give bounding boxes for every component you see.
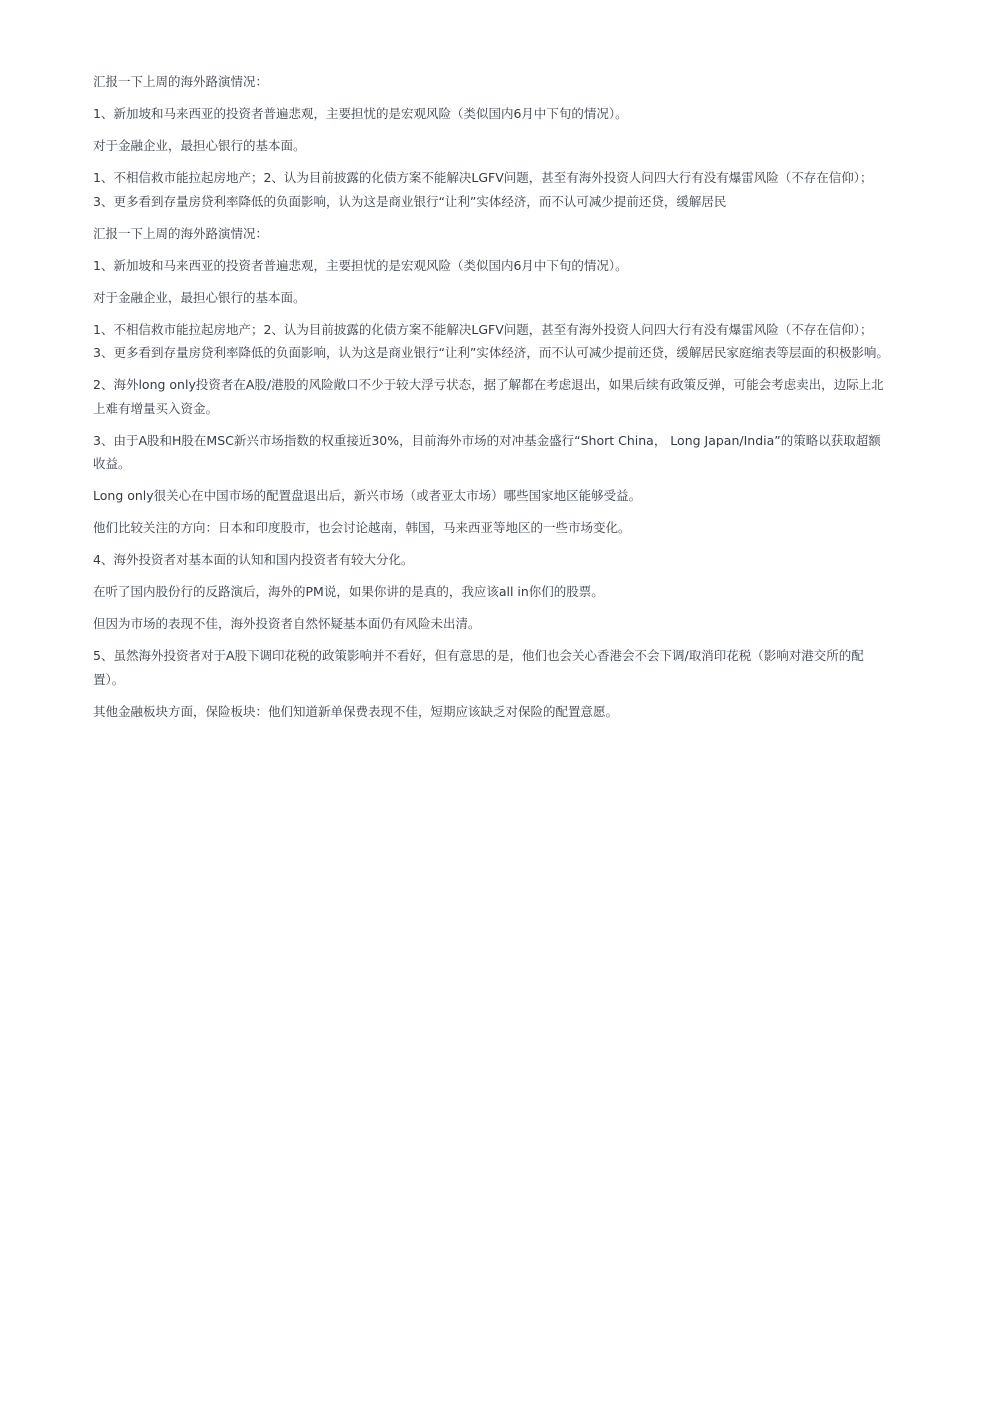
paragraph-10 [93, 429, 938, 476]
text-line: 4、海外投资者对基本面的认知和国内投资者有较大分化。 [93, 552, 414, 567]
paragraph-5 [93, 222, 938, 246]
text-line: 3、由于A股和H股在MSC新兴市场指数的权重接近30%，目前海外市场的对冲基金盛行“Short China， Long Japan/India”的策略以获取超额 [93, 432, 881, 448]
paragraph-4 [93, 166, 938, 213]
text-line: 2、海外long only投资者在A股/港股的风险敞口不少于较大浮亏状态，据了解都在考虑退出，如果后续有政策反弹，可能会考虑卖出，边际上北 [93, 377, 884, 392]
document-body [93, 70, 938, 732]
paragraph-15 [93, 612, 938, 636]
text-line: 3、更多看到存量房贷利率降低的负面影响，认为这是商业银行“让利”实体经济，而不认可减少提前还贷，缓解居民家庭缩表等层面的积极影响。 [93, 345, 889, 360]
text-line: 1、不相信救市能拉起房地产；2、认为目前披露的化债方案不能解决LGFV问题，甚至有海外投资人问四大行有没有爆雷风险（不存在信仰）； [93, 321, 873, 337]
text-line: 上难有增量买入资金。 [93, 400, 219, 416]
paragraph-16 [93, 644, 938, 691]
text-line: 但因为市场的表现不佳，海外投资者自然怀疑基本面仍有风险未出清。 [93, 616, 481, 631]
paragraph-9 [93, 373, 938, 420]
paragraph-13 [93, 548, 938, 572]
paragraph-12 [93, 516, 938, 540]
paragraph-6 [93, 254, 938, 278]
text-line: Long only很关心在中国市场的配置盘退出后，新兴市场（或者亚太市场）哪些国家地区能够受益。 [93, 488, 642, 503]
text-line: 其他金融板块方面，保险板块：他们知道新单保费表现不佳，短期应该缺乏对保险的配置意愿。 [93, 703, 619, 719]
paragraph-2 [93, 102, 938, 126]
text-line: 汇报一下上周的海外路演情况： [93, 74, 269, 89]
text-line: 置）。 [93, 671, 125, 687]
paragraph-3 [93, 134, 938, 158]
text-line: 收益。 [93, 456, 131, 471]
paragraph-14 [93, 580, 938, 604]
text-line: 1、新加坡和马来西亚的投资者普遍悲观，主要担忧的是宏观风险（类似国内6月中下旬的情况）。 [93, 257, 628, 273]
text-line: 1、不相信救市能拉起房地产；2、认为目前披露的化债方案不能解决LGFV问题，甚至有海外投资人问四大行有没有爆雷风险（不存在信仰）； [93, 170, 873, 185]
text-line: 对于金融企业，最担心银行的基本面。 [93, 138, 306, 153]
text-line: 对于金融企业，最担心银行的基本面。 [93, 289, 306, 305]
paragraph-17 [93, 700, 938, 724]
text-line: 他们比较关注的方向：日本和印度股市，也会讨论越南，韩国，马来西亚等地区的一些市场变化。 [93, 520, 631, 535]
text-line: 5、虽然海外投资者对于A股下调印花税的政策影响并不看好，但有意思的是，他们也会关心香港会不会下调/取消印花税（影响对港交所的配 [93, 648, 864, 663]
text-line: 3、更多看到存量房贷利率降低的负面影响，认为这是商业银行“让利”实体经济，而不认可减少提前还贷，缓解居民 [93, 193, 727, 209]
text-line: 在听了国内股份行的反路演后，海外的PM说，如果你讲的是真的，我应该all in你们的股票。 [93, 584, 604, 599]
text-line: 汇报一下上周的海外路演情况： [93, 225, 269, 241]
paragraph-8 [93, 318, 938, 365]
paragraph-7 [93, 286, 938, 310]
paragraph-11 [93, 484, 938, 508]
text-line: 1、新加坡和马来西亚的投资者普遍悲观，主要担忧的是宏观风险（类似国内6月中下旬的情况）。 [93, 106, 628, 121]
paragraph-1 [93, 70, 938, 94]
